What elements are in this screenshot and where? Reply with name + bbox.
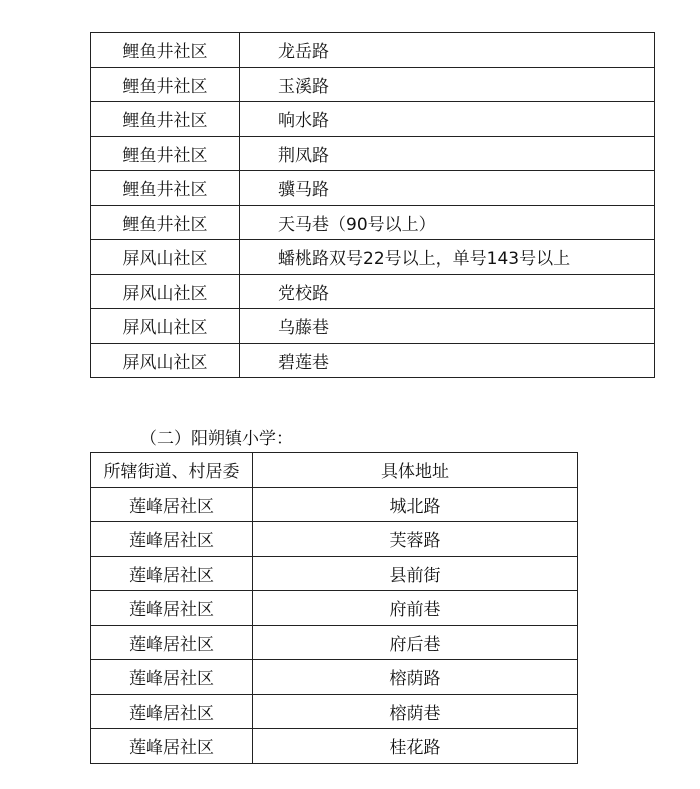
community-cell: 屏风山社区 — [91, 309, 240, 344]
table-row — [91, 240, 655, 275]
address-cell: 桂花路 — [253, 729, 578, 764]
table-row — [91, 309, 655, 344]
table-row — [91, 171, 655, 206]
address-table-2 — [90, 452, 578, 764]
address-cell: 县前街 — [253, 556, 578, 591]
table-row — [91, 67, 655, 102]
address-cell: 骥马路 — [240, 171, 655, 206]
header-address: 具体地址 — [253, 453, 578, 488]
table-row — [91, 729, 578, 764]
table-row — [91, 591, 578, 626]
table-row — [91, 102, 655, 137]
address-cell: 天马巷（90号以上） — [240, 205, 655, 240]
table-row — [91, 625, 578, 660]
address-table-1 — [90, 32, 655, 378]
table-row — [91, 556, 578, 591]
community-cell: 莲峰居社区 — [91, 729, 253, 764]
address-cell: 响水路 — [240, 102, 655, 137]
table-row — [91, 274, 655, 309]
table-row — [91, 660, 578, 695]
community-cell: 鲤鱼井社区 — [91, 136, 240, 171]
address-cell: 玉溪路 — [240, 67, 655, 102]
community-cell: 鲤鱼井社区 — [91, 33, 240, 68]
community-cell: 鲤鱼井社区 — [91, 171, 240, 206]
address-cell: 党校路 — [240, 274, 655, 309]
community-cell: 莲峰居社区 — [91, 591, 253, 626]
table-row — [91, 522, 578, 557]
community-cell: 屏风山社区 — [91, 274, 240, 309]
address-cell: 府后巷 — [253, 625, 578, 660]
address-cell: 府前巷 — [253, 591, 578, 626]
community-cell: 鲤鱼井社区 — [91, 102, 240, 137]
community-cell: 莲峰居社区 — [91, 660, 253, 695]
table-row — [91, 694, 578, 729]
community-cell: 鲤鱼井社区 — [91, 205, 240, 240]
address-cell: 蟠桃路双号22号以上，单号143号以上 — [240, 240, 655, 275]
community-cell: 莲峰居社区 — [91, 487, 253, 522]
table-row — [91, 487, 578, 522]
community-cell: 鲤鱼井社区 — [91, 67, 240, 102]
section-heading: （二）阳朔镇小学： — [140, 429, 293, 449]
address-cell: 荆凤路 — [240, 136, 655, 171]
community-cell: 屏风山社区 — [91, 240, 240, 275]
address-cell: 乌藤巷 — [240, 309, 655, 344]
community-cell: 莲峰居社区 — [91, 522, 253, 557]
address-cell: 龙岳路 — [240, 33, 655, 68]
address-cell: 碧莲巷 — [240, 343, 655, 378]
header-community: 所辖街道、村居委 — [91, 453, 253, 488]
address-cell: 城北路 — [253, 487, 578, 522]
community-cell: 屏风山社区 — [91, 343, 240, 378]
address-cell: 榕荫路 — [253, 660, 578, 695]
address-cell: 芙蓉路 — [253, 522, 578, 557]
table-row — [91, 343, 655, 378]
community-cell: 莲峰居社区 — [91, 556, 253, 591]
table-row — [91, 136, 655, 171]
table-row — [91, 33, 655, 68]
community-cell: 莲峰居社区 — [91, 625, 253, 660]
address-cell: 榕荫巷 — [253, 694, 578, 729]
community-cell: 莲峰居社区 — [91, 694, 253, 729]
table-header-row — [91, 453, 578, 488]
table-row — [91, 205, 655, 240]
